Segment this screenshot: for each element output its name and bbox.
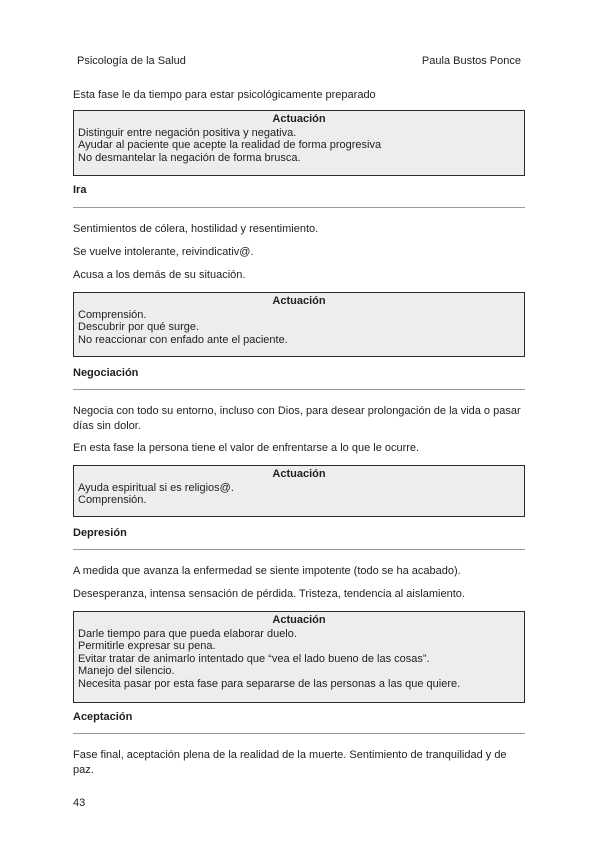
intro-paragraph: Esta fase le da tiempo para estar psicológicamente preparado <box>73 89 376 101</box>
page-number: 43 <box>73 797 86 809</box>
header-subject: Psicología de la Salud <box>77 55 186 67</box>
box-item: Manejo del silencio. <box>78 665 175 677</box>
paragraph: Fase final, aceptación plena de la realidad de la muerte. Sentimiento de tranquilidad y de paz. <box>73 749 507 776</box>
section-heading-aceptacion: Aceptación <box>73 711 133 723</box>
box-item: Darle tiempo para que pueda elaborar duelo. <box>78 627 297 640</box>
section-heading-ira: Ira <box>73 184 87 196</box>
section-divider <box>73 733 525 734</box>
section-divider <box>73 389 525 390</box>
box-item: Evitar tratar de animarlo intentado que “vea el lado bueno de las cosas”. <box>78 652 430 665</box>
actuacion-box-depresion <box>73 611 525 703</box>
paragraph: Se vuelve intolerante, reivindicativ@. <box>73 246 254 258</box>
section-heading-depresion: Depresión <box>73 527 127 539</box>
paragraph: Negocia con todo su entorno, incluso con Dios, para desear prolongación de la vida o pasar días sin dolor. <box>73 405 521 432</box>
box-item: Descubrir por qué surge. <box>78 321 200 333</box>
box-title: Actuación <box>272 468 326 480</box>
box-item: No desmantelar la negación de forma brusca. <box>78 151 301 164</box>
section-heading-negociacion: Negociación <box>73 367 139 379</box>
paragraph: Sentimientos de cólera, hostilidad y resentimiento. <box>73 223 319 235</box>
paragraph: Acusa a los demás de su situación. <box>73 269 246 281</box>
page-header <box>77 55 521 69</box>
box-title: Actuación <box>272 113 326 125</box>
box-item: Ayuda espiritual si es religios@. <box>78 481 234 494</box>
actuacion-box-ira <box>73 292 525 357</box>
box-item: Permitirle expresar su pena. <box>78 640 216 652</box>
box-item: Comprensión. <box>78 494 147 506</box>
box-item: Ayudar al paciente que acepte la realidad de forma progresiva <box>78 139 382 151</box>
box-item: Distinguir entre negación positiva y negativa. <box>78 126 297 139</box>
actuacion-box-negacion <box>73 110 525 176</box>
box-item: Necesita pasar por esta fase para separarse de las personas a las que quiere. <box>78 677 461 690</box>
paragraph: A medida que avanza la enfermedad se siente impotente (todo se ha acabado). <box>73 565 461 577</box>
box-title: Actuación <box>272 295 326 307</box>
section-divider <box>73 549 525 550</box>
section-divider <box>73 207 525 208</box>
paragraph: En esta fase la persona tiene el valor de enfrentarse a lo que le ocurre. <box>73 442 420 454</box>
box-title: Actuación <box>272 614 326 626</box>
header-author: Paula Bustos Ponce <box>421 55 521 67</box>
box-item: Comprensión. <box>78 308 147 321</box>
box-item: No reaccionar con enfado ante el paciente. <box>78 333 288 346</box>
paragraph: Desesperanza, intensa sensación de pérdida. Tristeza, tendencia al aislamiento. <box>73 588 465 600</box>
actuacion-box-negociacion <box>73 465 525 517</box>
